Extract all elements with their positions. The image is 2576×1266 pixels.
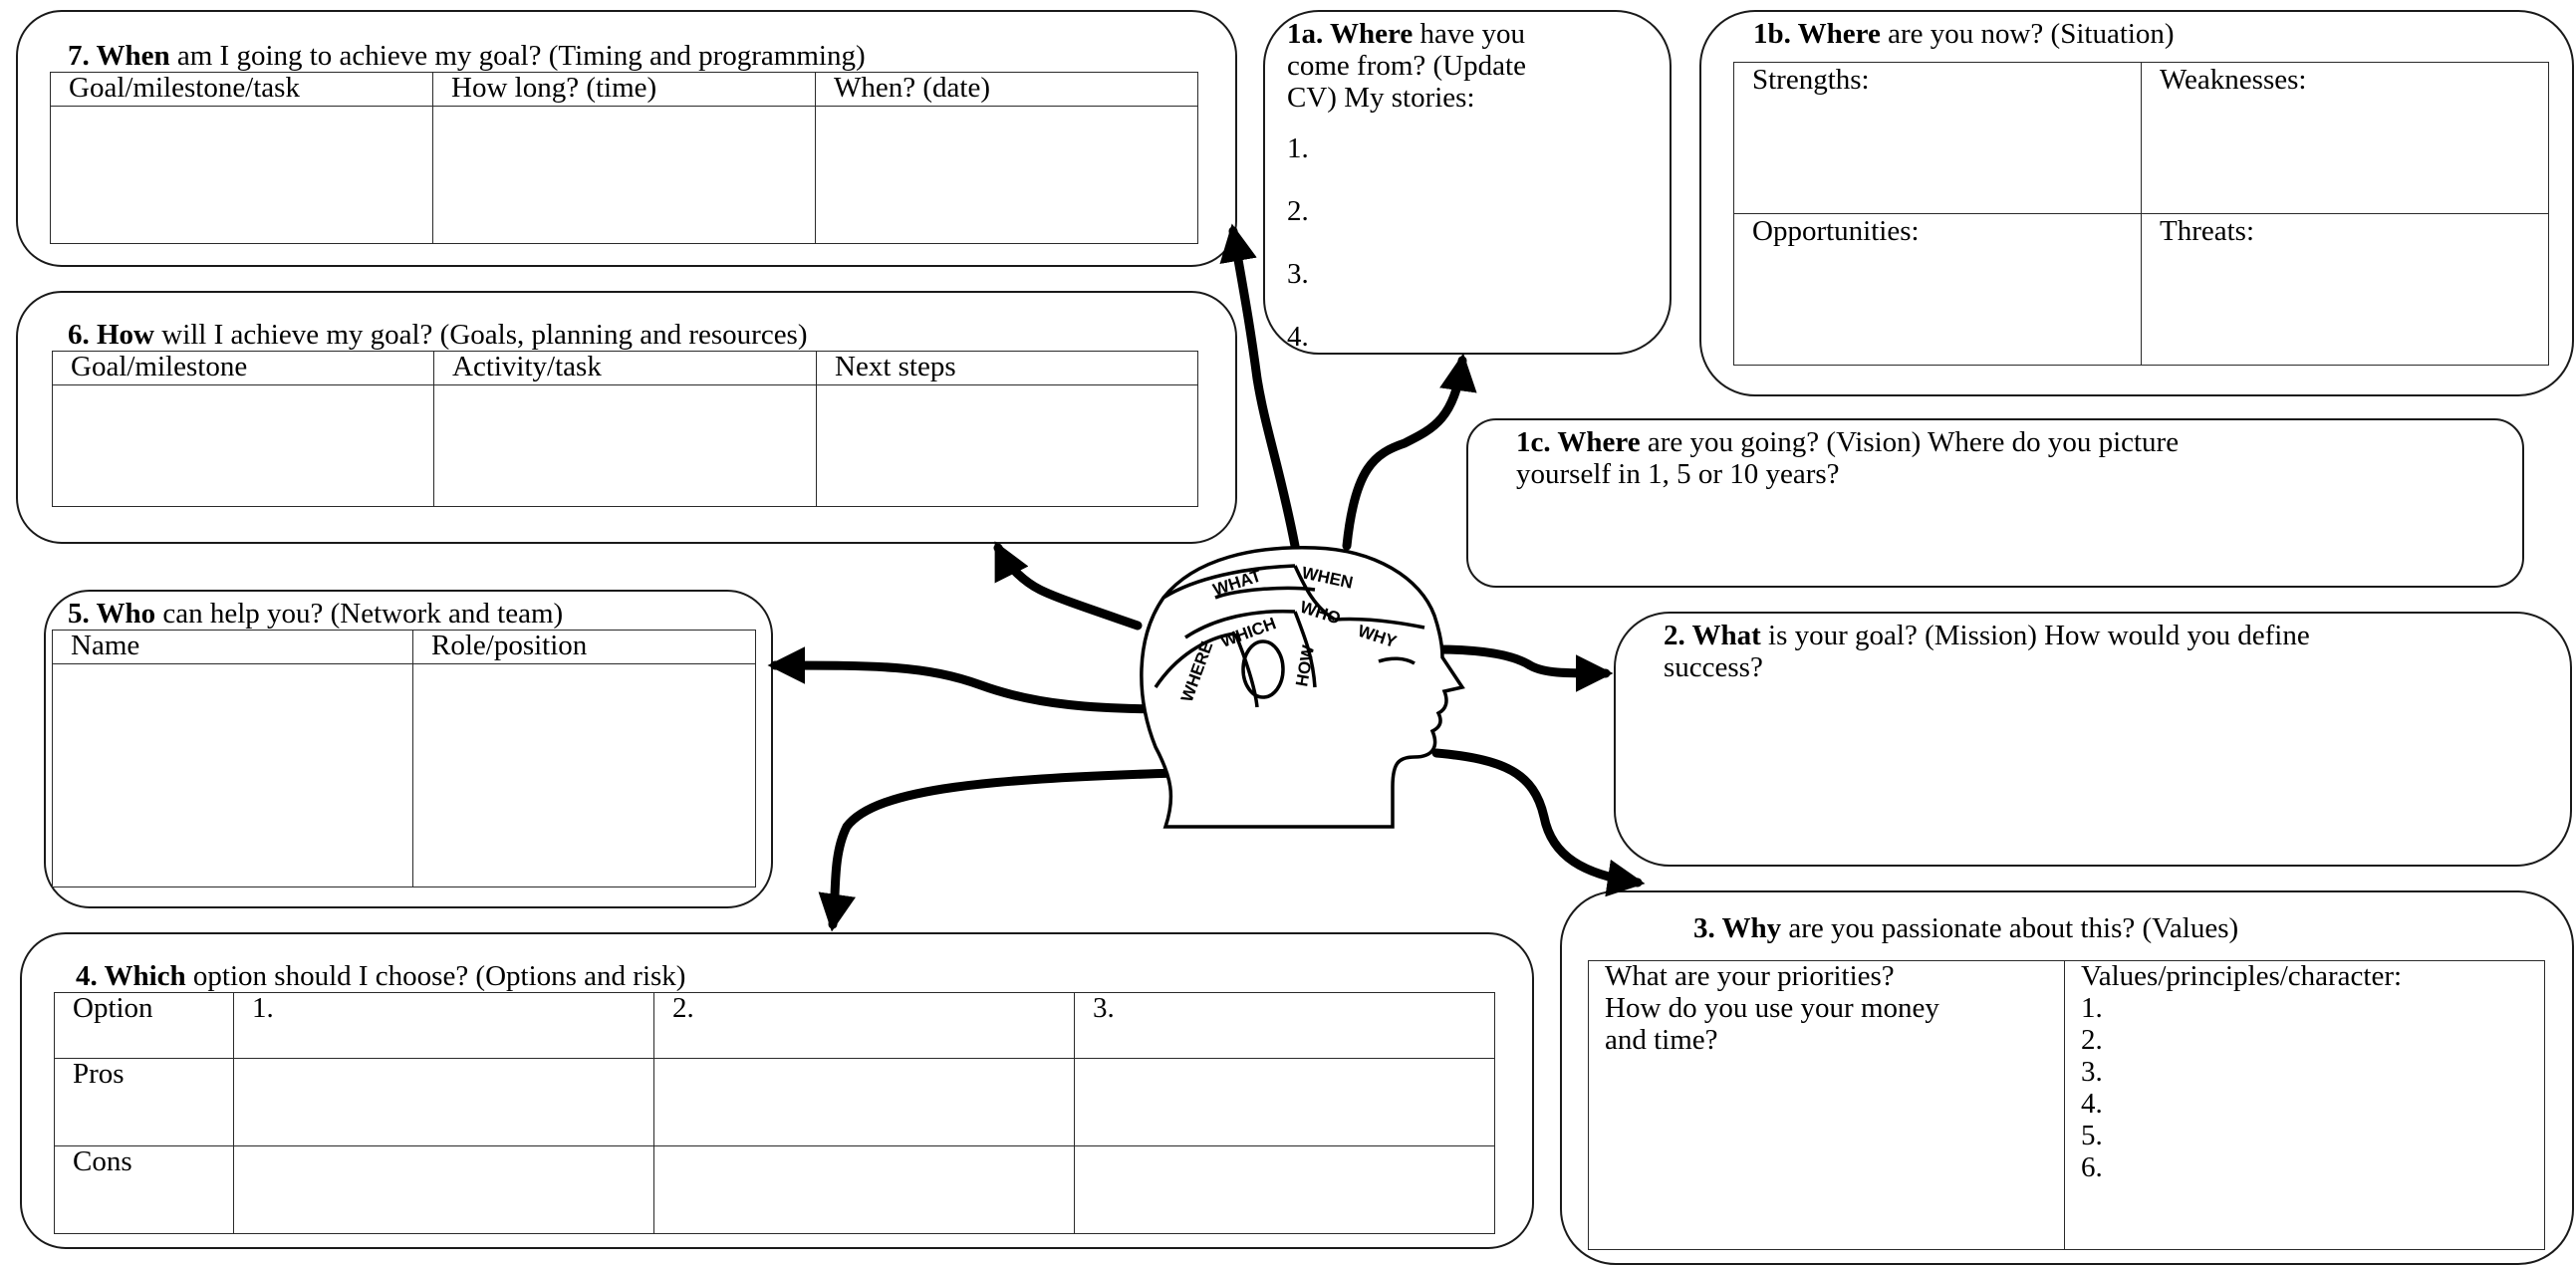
table-header: Goal/milestone/task bbox=[51, 73, 433, 107]
table-header: When? (date) bbox=[816, 73, 1198, 107]
arrow-to-box-what bbox=[1436, 649, 1606, 673]
table-header: Name bbox=[53, 631, 413, 664]
head-label: WHICH bbox=[1217, 614, 1279, 651]
values-cell[interactable]: Values/principles/character: 1. 2. 3. 4. 5. 6. bbox=[2065, 961, 2545, 1250]
box-who-title: 5. Who can help you? (Network and team) bbox=[68, 598, 564, 630]
table-header: Next steps bbox=[817, 352, 1198, 385]
head-label: WHO bbox=[1297, 597, 1344, 629]
arrow-to-box-how bbox=[998, 548, 1138, 626]
head-label: HOW bbox=[1292, 643, 1319, 688]
box-why-title: 3. Why are you passionate about this? (Values) bbox=[1693, 912, 2239, 944]
swot-strengths[interactable]: Strengths: bbox=[1734, 63, 2142, 214]
list-item[interactable]: 1. bbox=[1287, 132, 1309, 164]
box-where-now-title: 1b. Where are you now? (Situation) bbox=[1753, 18, 2175, 50]
list-item: 5. bbox=[2081, 1120, 2103, 1151]
list-item: 3. bbox=[2081, 1056, 2103, 1088]
row-label-pros: Pros bbox=[55, 1059, 234, 1146]
head-label: WHY bbox=[1355, 621, 1400, 652]
arrow-to-box-when bbox=[1233, 231, 1295, 546]
head-label: WHEN bbox=[1300, 563, 1355, 593]
list-item: 4. bbox=[2081, 1088, 2103, 1120]
list-item: 2. bbox=[2081, 1024, 2103, 1056]
list-item[interactable]: 2. bbox=[1287, 195, 1309, 227]
list-item: 1. bbox=[2081, 992, 2103, 1024]
box-what-text: 2. What is your goal? (Mission) How would you define success? bbox=[1664, 620, 2310, 683]
list-item[interactable]: 3. bbox=[1287, 258, 1309, 290]
option-cell[interactable]: 2. bbox=[654, 993, 1075, 1059]
arrow-to-box-where-from bbox=[1347, 361, 1462, 546]
list-item: 6. bbox=[2081, 1151, 2103, 1183]
arrow-to-box-which bbox=[833, 773, 1175, 924]
table-header: Goal/milestone bbox=[53, 352, 434, 385]
swot-threats[interactable]: Threats: bbox=[2142, 214, 2549, 366]
box-which-title: 4. Which option should I choose? (Options and risk) bbox=[76, 960, 686, 992]
option-cell[interactable]: 3. bbox=[1075, 993, 1495, 1059]
swot-opportunities[interactable]: Opportunities: bbox=[1734, 214, 2142, 366]
head-label: WHAT bbox=[1210, 566, 1264, 600]
box-where-going-text: 1c. Where are you going? (Vision) Where do you picture yourself in 1, 5 or 10 years? bbox=[1516, 426, 2180, 490]
table-header: Role/position bbox=[413, 631, 756, 664]
row-label-option: Option bbox=[55, 993, 234, 1059]
swot-weaknesses[interactable]: Weaknesses: bbox=[2142, 63, 2549, 214]
box-where-from-text: 1a. Where have you come from? (Update CV) My stories: bbox=[1287, 18, 1526, 114]
arrow-to-box-who bbox=[775, 665, 1175, 709]
box-when-title: 7. When am I going to achieve my goal? (Timing and programming) bbox=[68, 40, 866, 72]
row-label-cons: Cons bbox=[55, 1146, 234, 1234]
priorities-cell[interactable]: What are your priorities? How do you use your money and time? bbox=[1589, 961, 2065, 1250]
list-item[interactable]: 4. bbox=[1287, 321, 1309, 353]
head-label: WHERE bbox=[1176, 638, 1217, 705]
arrow-to-box-why bbox=[1436, 753, 1638, 883]
table-header: Activity/task bbox=[434, 352, 817, 385]
option-cell[interactable]: 1. bbox=[234, 993, 654, 1059]
table-header: How long? (time) bbox=[433, 73, 816, 107]
box-how-title: 6. How will I achieve my goal? (Goals, planning and resources) bbox=[68, 319, 808, 351]
